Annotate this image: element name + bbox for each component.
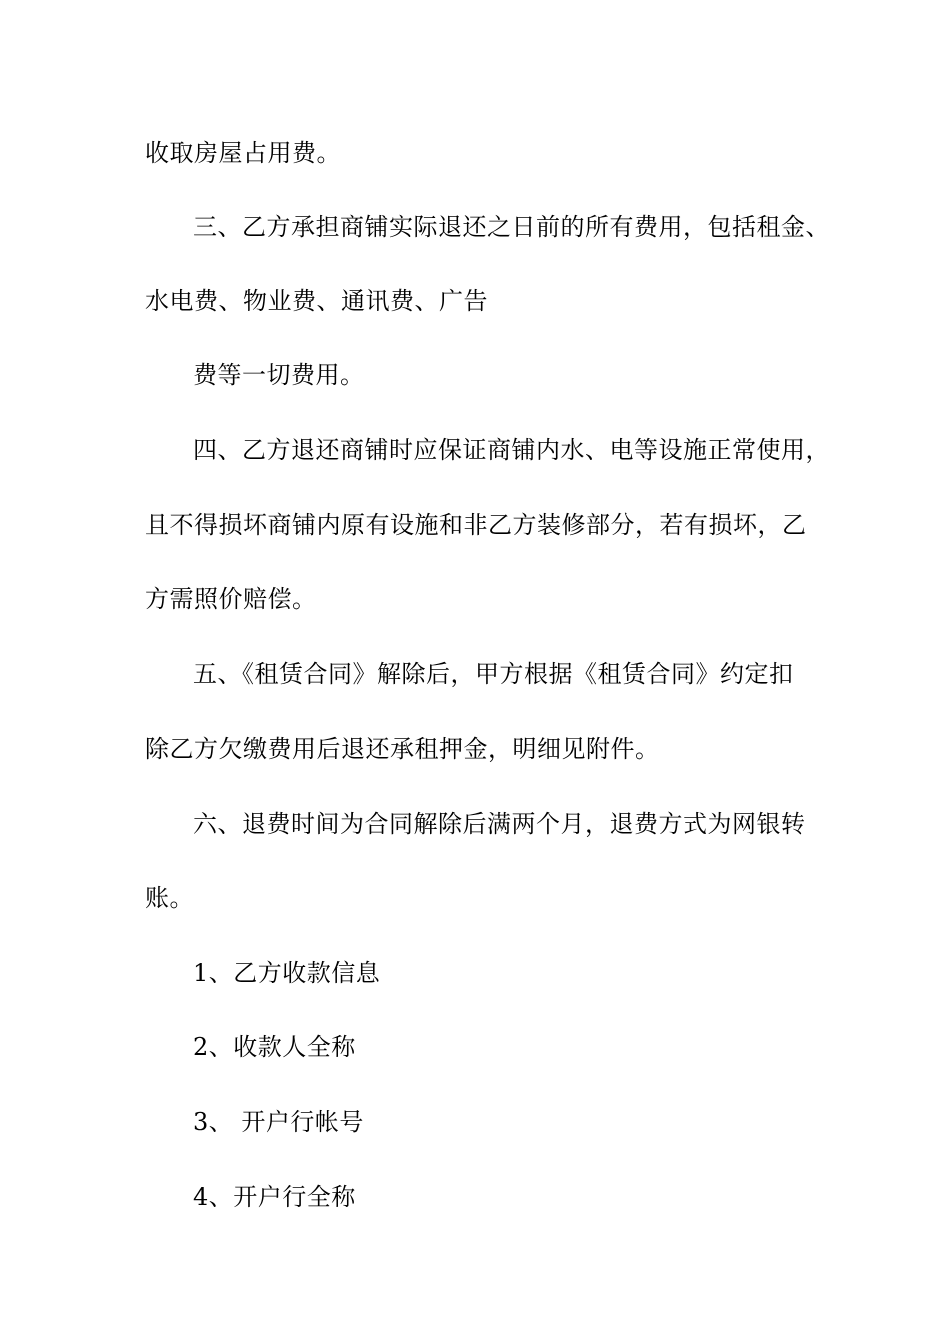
list-item: 1、乙方收款信息 [193,959,381,987]
text-line: 收取房屋占用费。 [145,139,341,167]
text-line: 除乙方欠缴费用后退还承租押金，明细见附件。 [145,735,660,763]
list-item: 3、 开户行帐号 [193,1108,364,1136]
clause-five: 五、《租赁合同》解除后，甲方根据《租赁合同》约定扣 [193,660,794,688]
text-line: 方需照价赔偿。 [145,585,317,613]
clause-six: 六、退费时间为合同解除后满两个月，退费方式为网银转 [193,810,806,838]
clause-four: 四、乙方退还商铺时应保证商铺内水、电等设施正常使用， [193,436,830,464]
clause-three: 三、乙方承担商铺实际退还之日前的所有费用，包括租金、 [193,213,830,241]
text-line: 水电费、物业费、通讯费、广告 [145,287,488,315]
list-item: 2、收款人全称 [193,1033,356,1061]
list-item: 4、开户行全称 [193,1183,356,1211]
text-line: 且不得损坏商铺内原有设施和非乙方装修部分，若有损坏，乙 [145,511,807,539]
text-line: 账。 [145,884,194,912]
text-line: 费等一切费用。 [193,361,365,389]
